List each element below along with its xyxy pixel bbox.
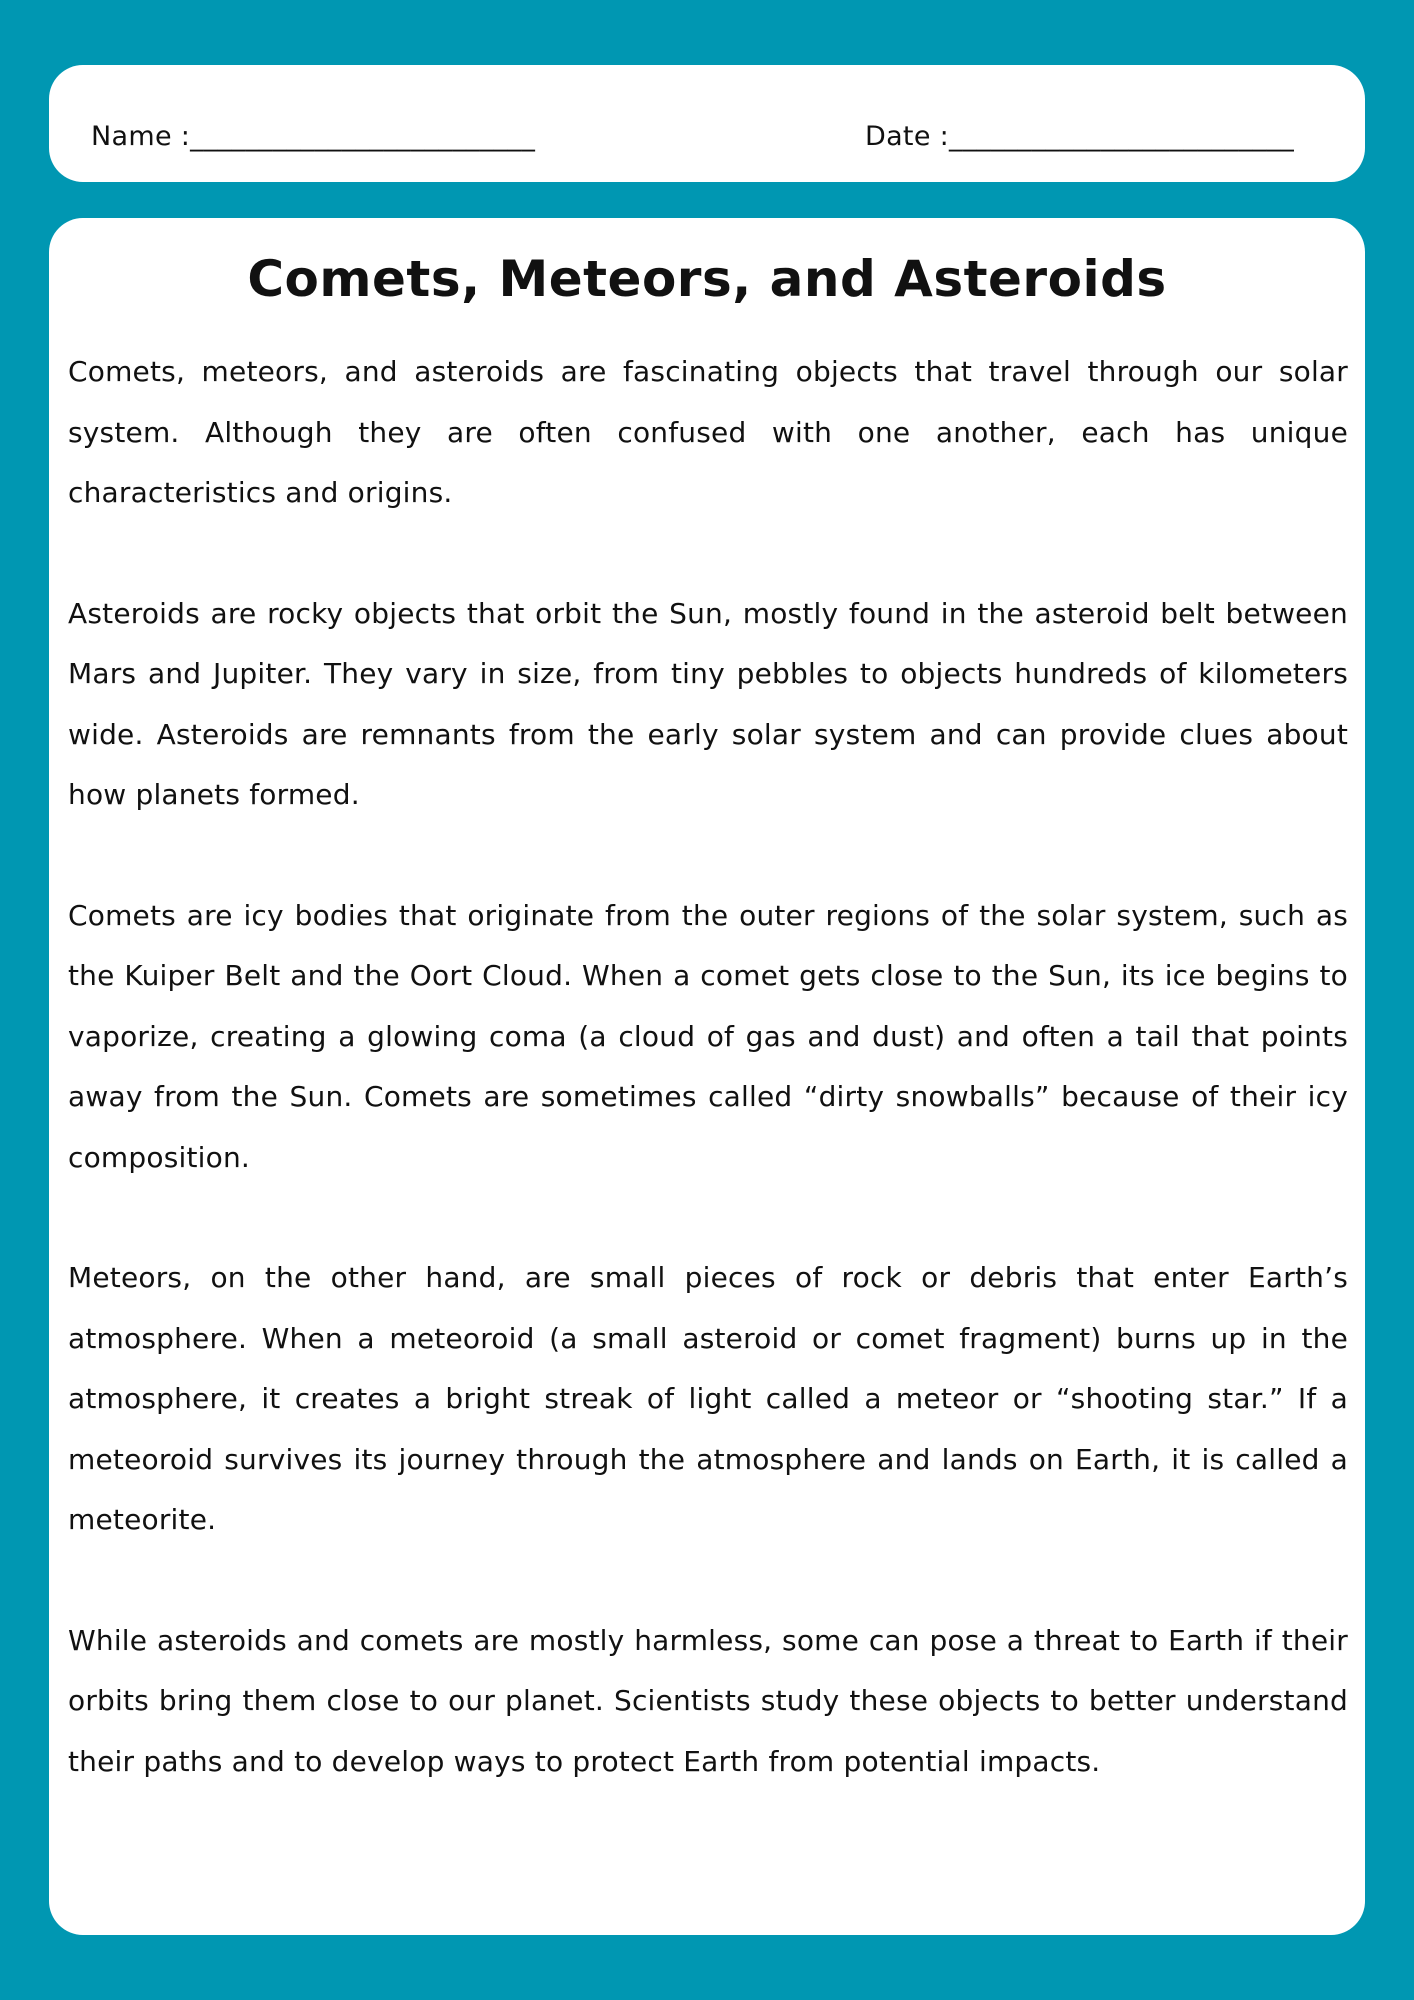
content-card [49, 218, 1365, 1935]
date-label: Date : [865, 121, 950, 152]
paragraph-meteors: Meteors, on the other hand, are small pieces of rock or debris that enter Earth’s atmosphere. When a meteoroid (a small asteroid or comet fragment) burns up in the atmosphere, it creates a bright streak of light called a meteor or “shooting star.” If a meteoroid survives its journey through the atmosphere and lands on Earth, it is called a meteorite. [68, 1261, 1348, 1536]
name-label: Name : [91, 121, 191, 152]
name-field[interactable] [91, 123, 535, 150]
header-card [49, 65, 1365, 182]
worksheet-title: Comets, Meteors, and Asteroids [247, 250, 1167, 308]
paragraph-threats: While asteroids and comets are mostly harmless, some can pose a threat to Earth if their orbits bring them close to our planet. Scientists study these objects to better understand their paths and to develop ways to protect Earth from potential impacts. [68, 1623, 1348, 1778]
reading-passage [68, 342, 1348, 1852]
paragraph-intro: Comets, meteors, and asteroids are fascinating objects that travel through our solar system. Although they are often confused with one another, each has unique characteristics and origins. [68, 355, 1348, 509]
paragraph-asteroids: Asteroids are rocky objects that orbit the Sun, mostly found in the asteroid belt between Mars and Jupiter. They vary in size, from tiny pebbles to objects hundreds of kilometers wide. Asteroids are remnants from the early solar system and can provide clues about how planets formed. [68, 596, 1348, 811]
date-blank-line[interactable]: _________________________ [949, 121, 1295, 152]
name-blank-line[interactable]: _________________________ [190, 121, 536, 152]
date-field[interactable] [865, 123, 1294, 150]
paragraph-comets: Comets are icy bodies that originate from the outer regions of the solar system, such as the Kuiper Belt and the Oort Cloud. When a comet gets close to the Sun, its ice begins to vaporize, creating a glowing coma (a cloud of gas and dust) and often a tail that points away from the Sun. Comets are sometimes called “dirty snowballs” because of their icy composition. [68, 898, 1348, 1174]
